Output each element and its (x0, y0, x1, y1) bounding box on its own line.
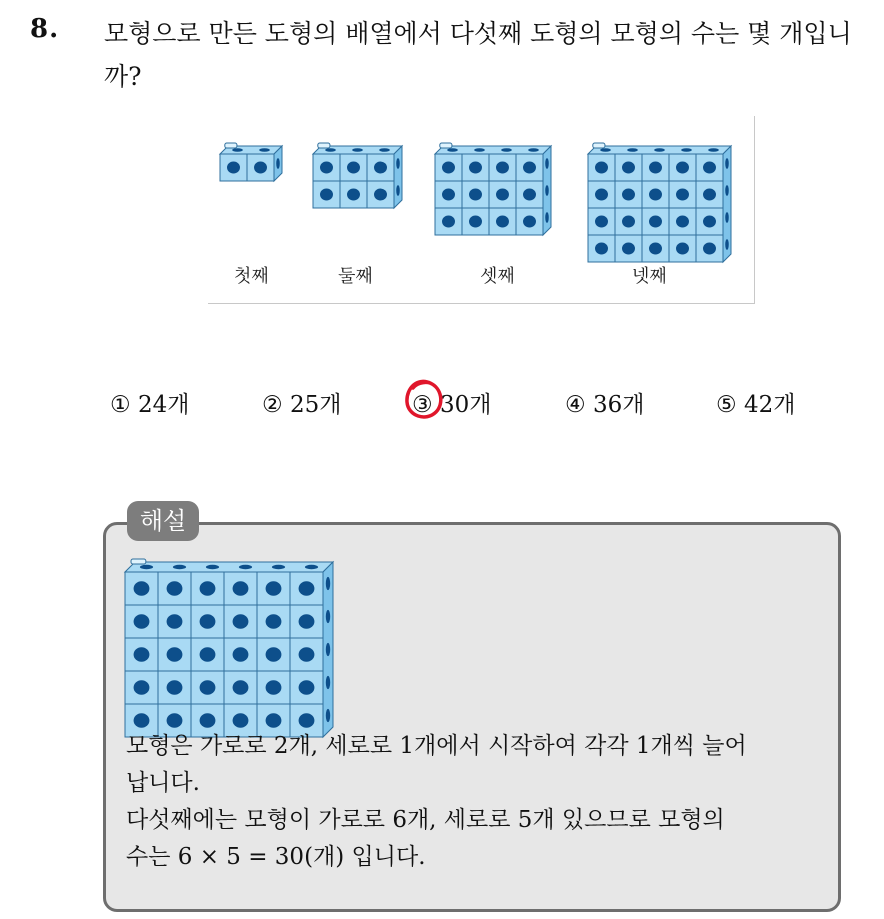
cube-top-dot (173, 565, 186, 569)
cube-dot (134, 713, 150, 728)
cube-dot (469, 189, 482, 201)
cube-dot (374, 162, 387, 174)
cube-dot (347, 189, 360, 201)
cube-dot (523, 189, 536, 201)
cube-dot (200, 713, 216, 728)
question-number: 8. (30, 14, 60, 44)
cube-side-dot (725, 239, 729, 250)
cube-dot (649, 216, 662, 228)
choice-5[interactable] (716, 386, 796, 419)
question-text: 모형으로 만든 도형의 배열에서 다섯째 도형의 모형의 수는 몇 개입니까? (104, 19, 852, 91)
shape-label-3: 셋째 (480, 266, 515, 287)
cube-dot (134, 581, 150, 596)
solution-cubes (125, 562, 340, 722)
cube-dot (676, 243, 689, 255)
cube-side-dot (725, 185, 729, 196)
cube-dot (299, 680, 315, 695)
shape-label-1: 첫째 (234, 266, 269, 287)
cube-dot (320, 162, 333, 174)
cube-dot (233, 581, 249, 596)
cube-side-dot (326, 577, 330, 590)
choice-mark: ② (262, 392, 283, 418)
cube-dot (622, 162, 635, 174)
cube-dot (622, 216, 635, 228)
answer-choices (0, 386, 884, 426)
choice-text: 24개 (138, 392, 190, 418)
cube-top-dot (627, 148, 638, 152)
cube-connector (131, 559, 146, 564)
cube-dot (134, 647, 150, 662)
cube-side-dot (326, 709, 330, 722)
cube-top-dot (708, 148, 719, 152)
choice-text: 30개 (440, 392, 492, 418)
choice-text: 42개 (744, 392, 796, 418)
choice-1[interactable] (110, 386, 190, 419)
shape-4-cubes (588, 146, 743, 271)
pattern-figure (208, 116, 755, 304)
cube-dot (299, 614, 315, 629)
cube-side-dot (725, 158, 729, 169)
cube-dot (496, 162, 509, 174)
choice-mark: ④ (565, 392, 586, 418)
cube-side-face (394, 146, 402, 208)
cube-top-dot (206, 565, 219, 569)
shape-1-cubes (220, 146, 300, 186)
cube-top-dot (600, 148, 611, 152)
cube-dot (622, 243, 635, 255)
cube-side-dot (545, 185, 549, 196)
cube-dot (167, 614, 183, 629)
cube-top-dot (528, 148, 539, 152)
cube-side-dot (545, 212, 549, 223)
cube-top-dot (654, 148, 665, 152)
cube-dot (496, 216, 509, 228)
cube-top-dot (474, 148, 485, 152)
cube-dot (649, 162, 662, 174)
solution-tag: 해설 (127, 501, 199, 541)
shape-label-4: 넷째 (632, 266, 667, 287)
cube-top-dot (447, 148, 458, 152)
cube-side-dot (326, 643, 330, 656)
cube-dot (622, 189, 635, 201)
cube-connector (318, 143, 330, 148)
shape-3-cubes (435, 146, 565, 246)
cube-dot (233, 647, 249, 662)
cube-dot (703, 216, 716, 228)
cube-connector (440, 143, 452, 148)
cube-dot (233, 614, 249, 629)
cube-dot (227, 162, 240, 174)
cube-connector (593, 143, 605, 148)
cube-top-dot (325, 148, 336, 152)
cube-dot (676, 216, 689, 228)
answer-circle-mark (404, 378, 442, 422)
cube-dot (595, 216, 608, 228)
choice-mark: ③ (412, 392, 433, 418)
choice-text: 25개 (290, 392, 342, 418)
solution-line-2: 납니다. (126, 770, 200, 796)
cube-dot (649, 189, 662, 201)
cube-dot (266, 647, 282, 662)
cube-dot (299, 647, 315, 662)
cube-dot (703, 243, 716, 255)
shape-label-2: 둘째 (338, 266, 373, 287)
cube-dot (233, 680, 249, 695)
cube-dot (347, 162, 360, 174)
cube-dot (167, 680, 183, 695)
cube-dot (134, 614, 150, 629)
solution-line-4: 수는 6 × 5 = 30(개) 입니다. (126, 844, 426, 870)
choice-mark: ⑤ (716, 392, 737, 418)
cube-dot (299, 713, 315, 728)
cube-dot (134, 680, 150, 695)
choice-mark: ① (110, 392, 131, 418)
cube-dot (595, 162, 608, 174)
cube-dot (442, 216, 455, 228)
cube-dot (442, 189, 455, 201)
cube-top-dot (272, 565, 285, 569)
solution-line-1: 모형은 가로로 2개, 세로로 1개에서 시작하여 각각 1개씩 늘어 (126, 733, 747, 759)
cube-side-dot (396, 185, 400, 196)
shape-2-cubes (313, 146, 423, 216)
cube-dot (200, 581, 216, 596)
cube-dot (703, 162, 716, 174)
cube-dot (299, 581, 315, 596)
cube-dot (266, 713, 282, 728)
cube-dot (266, 581, 282, 596)
cube-connector (225, 143, 237, 148)
cube-top-dot (352, 148, 363, 152)
cube-dot (374, 189, 387, 201)
cube-dot (649, 243, 662, 255)
solution-text (126, 728, 836, 876)
cube-dot (676, 189, 689, 201)
cube-top-dot (681, 148, 692, 152)
cube-dot (233, 713, 249, 728)
cube-dot (523, 216, 536, 228)
cube-dot (496, 189, 509, 201)
choice-text: 36개 (593, 392, 645, 418)
choice-2[interactable] (262, 386, 342, 419)
cube-top-dot (259, 148, 270, 152)
cube-top-dot (140, 565, 153, 569)
solution-line-3: 다섯째에는 모형이 가로로 6개, 세로로 5개 있으므로 모형의 (126, 807, 725, 833)
cube-dot (266, 680, 282, 695)
cube-top-dot (379, 148, 390, 152)
cube-dot (469, 216, 482, 228)
cube-dot (442, 162, 455, 174)
cube-dot (200, 680, 216, 695)
cube-dot (266, 614, 282, 629)
cube-dot (703, 189, 716, 201)
cube-dot (595, 243, 608, 255)
cube-dot (523, 162, 536, 174)
cube-dot (320, 189, 333, 201)
cube-side-dot (725, 212, 729, 223)
cube-side-dot (276, 158, 280, 169)
cube-side-dot (545, 158, 549, 169)
cube-dot (469, 162, 482, 174)
cube-top-dot (232, 148, 243, 152)
cube-side-dot (326, 610, 330, 623)
cube-dot (676, 162, 689, 174)
cube-top-dot (501, 148, 512, 152)
cube-dot (200, 647, 216, 662)
choice-4[interactable] (565, 386, 645, 419)
cube-dot (595, 189, 608, 201)
cube-side-dot (396, 158, 400, 169)
cube-top-dot (305, 565, 318, 569)
cube-dot (167, 713, 183, 728)
cube-side-dot (326, 676, 330, 689)
cube-dot (167, 647, 183, 662)
cube-top-dot (239, 565, 252, 569)
cube-top-face (125, 562, 333, 572)
cube-dot (254, 162, 267, 174)
cube-dot (200, 614, 216, 629)
cube-dot (167, 581, 183, 596)
